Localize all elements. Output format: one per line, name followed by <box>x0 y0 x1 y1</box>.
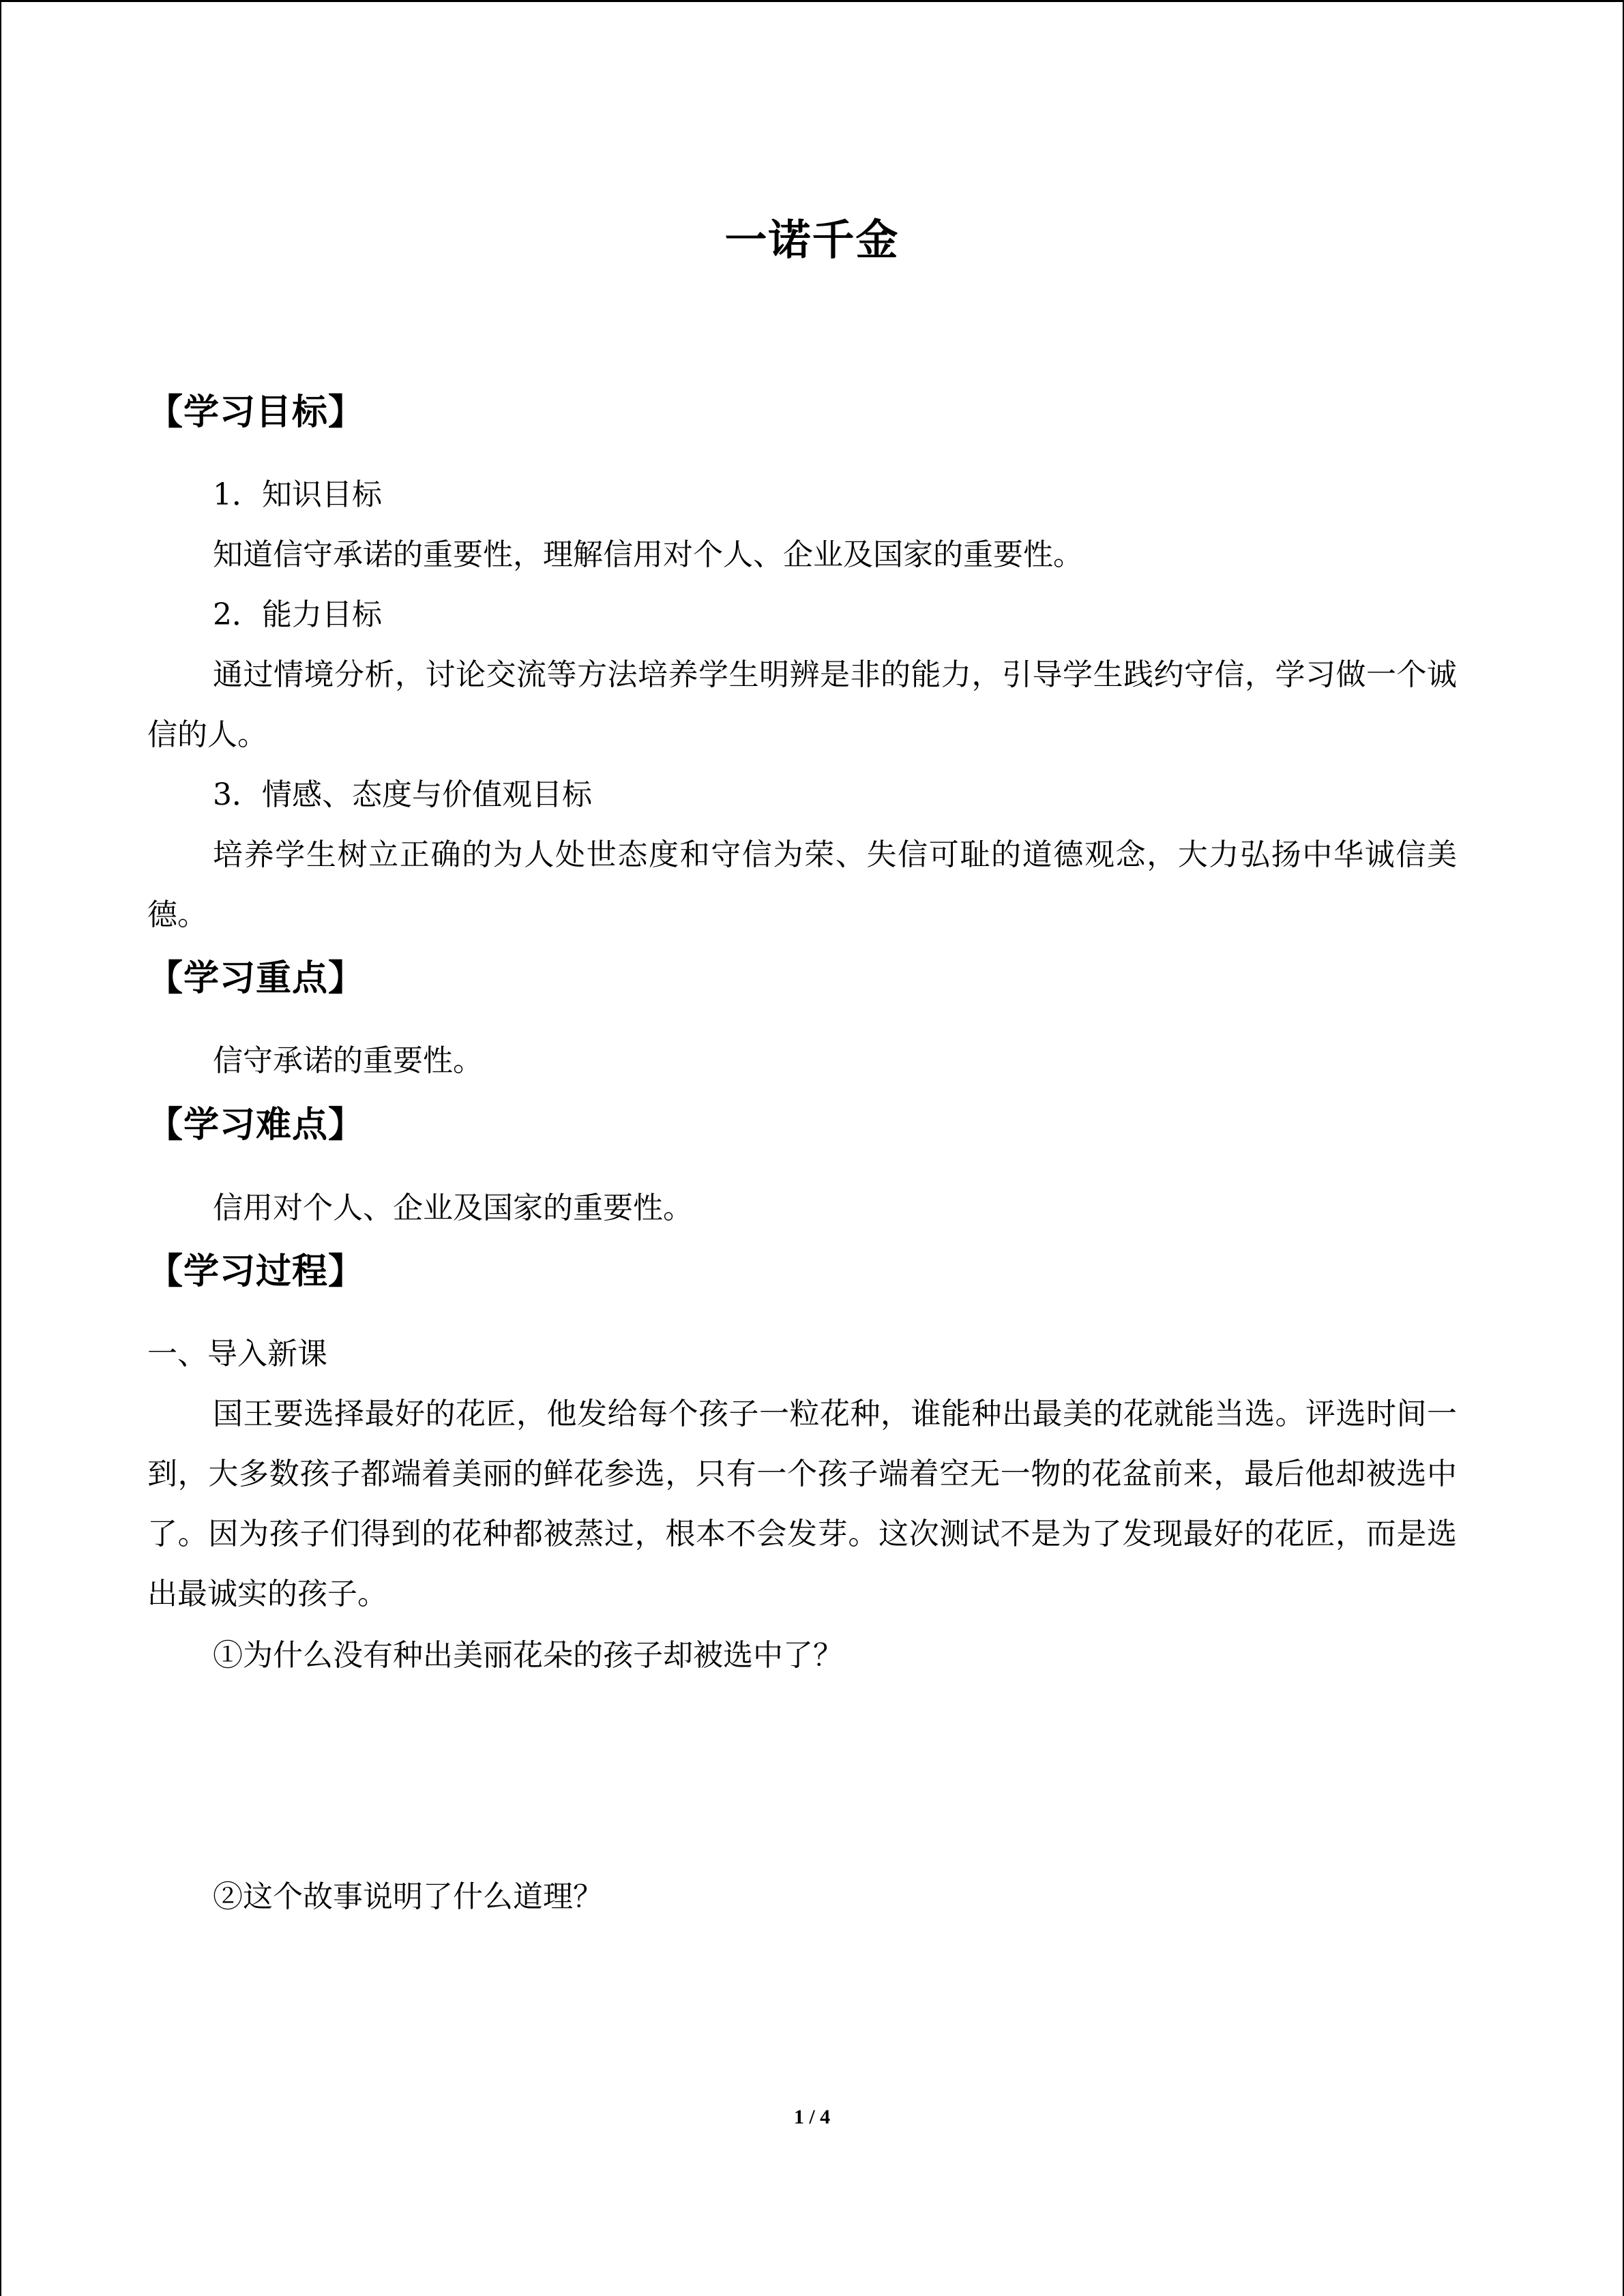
page-number: 1 / 4 <box>793 2106 831 2128</box>
objective-knowledge-text: 知道信守承诺的重要性，理解信用对个人、企业及国家的重要性。 <box>213 537 1083 572</box>
objective-ability-label: 2．能力目标 <box>213 597 382 632</box>
objective-ability-text: 通过情境分析，讨论交流等方法培养学生明辨是非的能力，引导学生践约守信，学习做一个诚信的人。 <box>147 657 1457 752</box>
objective-emotion-text: 培养学生树立正确的为人处世态度和守信为荣、失信可耻的道德观念，大力弘扬中华诚信美德。 <box>147 837 1457 932</box>
key-points-text: 信守承诺的重要性。 <box>213 1043 483 1078</box>
heading-key-points: 【学习重点】 <box>147 957 365 999</box>
process-story: 国王要选择最好的花匠，他发给每个孩子一粒花种，谁能种出最美的花就能当选。评选时间一到，大多数孩子都端着美丽的鲜花参选，只有一个孩子端着空无一物的花盆前来，最后他却被选中了。因为孩子们得到的花种都被蒸过，根本不会发芽。这次测试不是为了发现最好的花匠，而是选出最诚实的孩子。 <box>147 1397 1457 1611</box>
process-intro-label: 一、导入新课 <box>147 1337 327 1371</box>
process-question-1: ①为什么没有种出美丽花朵的孩子却被选中了？ <box>213 1638 843 1673</box>
heading-objectives: 【学习目标】 <box>147 391 365 433</box>
document-title: 一诺千金 <box>724 215 900 265</box>
heading-process: 【学习过程】 <box>147 1251 365 1292</box>
difficulties-text: 信用对个人、企业及国家的重要性。 <box>213 1191 693 1225</box>
process-question-2: ②这个故事说明了什么道理？ <box>213 1879 603 1914</box>
heading-difficulties: 【学习难点】 <box>147 1104 365 1146</box>
objective-knowledge-label: 1．知识目标 <box>213 477 382 512</box>
objective-emotion-label: 3．情感、态度与价值观目标 <box>213 777 592 812</box>
